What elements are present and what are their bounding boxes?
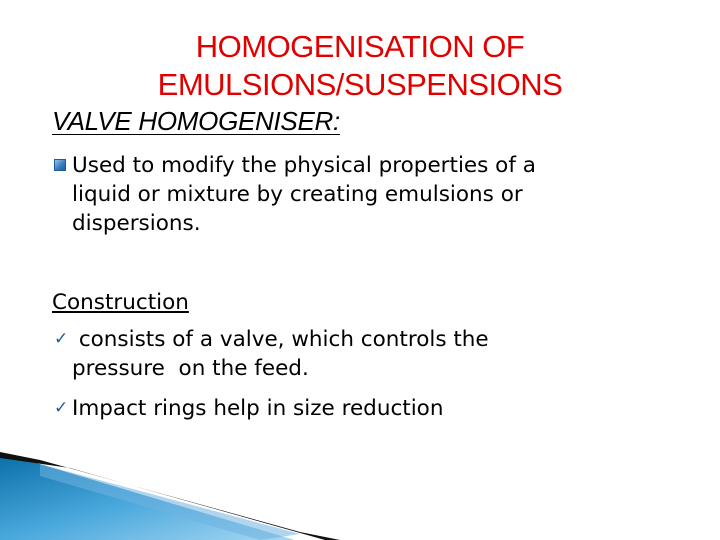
check-item-line-1: Impact rings help in size reduction <box>72 396 444 421</box>
slide-subtitle: VALVE HOMOGENISER: <box>52 106 340 136</box>
bullet-text <box>72 151 692 238</box>
bullet-line-2: liquid or mixture by creating emulsions or <box>72 182 523 207</box>
check-mark-icon: ✓ <box>54 398 69 418</box>
bullet-line-3: dispersions. <box>72 211 201 236</box>
check-mark-icon: ✓ <box>54 329 69 349</box>
construction-heading: Construction <box>52 290 189 315</box>
check-item-line-1: consists of a valve, which controls the <box>72 327 489 352</box>
bullet-line-1: Used to modify the physical properties of a <box>72 153 536 178</box>
blue-square-bullet-icon <box>54 159 66 171</box>
check-item-text <box>72 394 672 423</box>
slide-title: HOMOGENISATION OF EMULSIONS/SUSPENSIONS <box>157 29 563 102</box>
check-item-text <box>72 325 672 383</box>
check-item-line-2: pressure on the feed. <box>72 356 309 381</box>
